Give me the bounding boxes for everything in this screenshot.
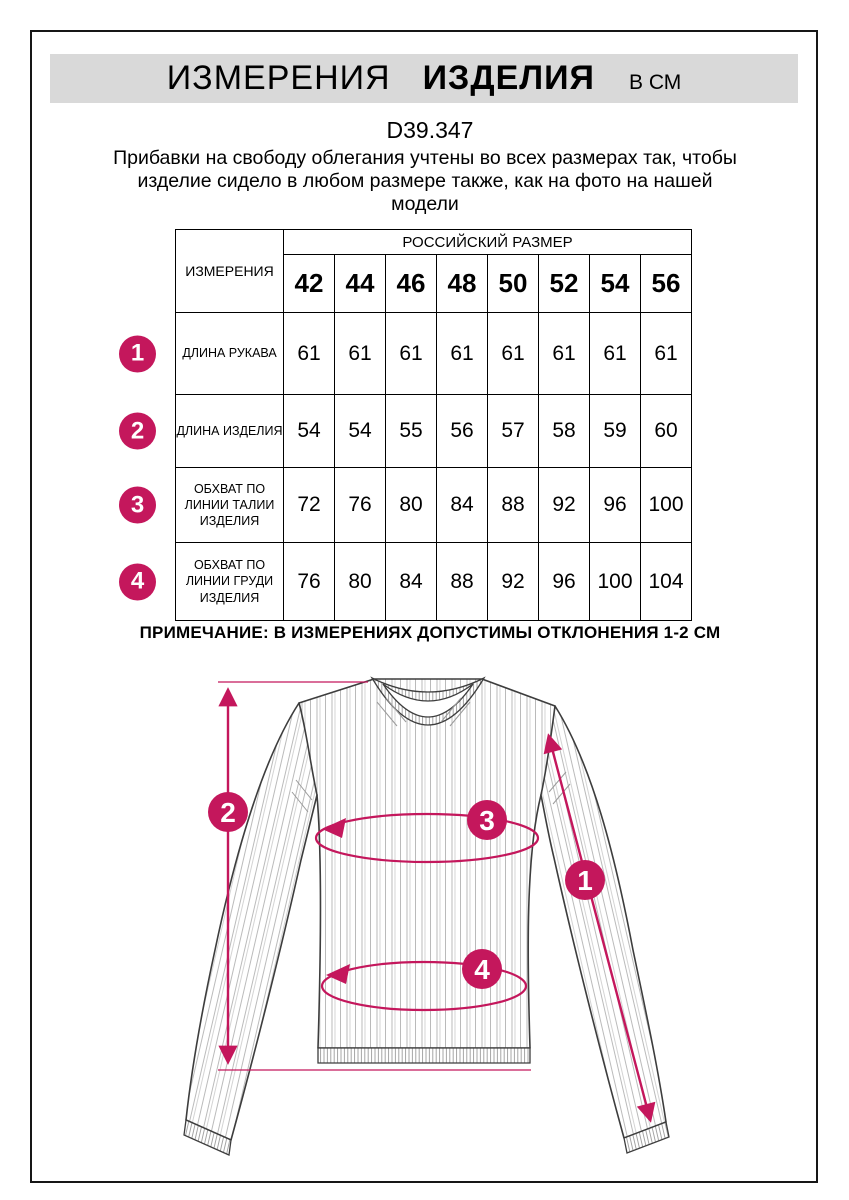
size-header-cell: 52 — [539, 255, 590, 313]
size-value-cell: 100 — [641, 468, 692, 543]
row-marker-4: 4 — [119, 563, 156, 600]
size-value-cell: 61 — [539, 313, 590, 395]
size-value-cell: 61 — [386, 313, 437, 395]
size-value-cell: 56 — [437, 395, 488, 468]
size-header-cell: 44 — [335, 255, 386, 313]
sleeve-length-arrow — [549, 737, 650, 1119]
diagram-marker-4-label: 4 — [474, 954, 490, 985]
size-value-cell: 61 — [590, 313, 641, 395]
size-value-cell: 88 — [488, 468, 539, 543]
size-header-cell: 46 — [386, 255, 437, 313]
size-value-cell: 61 — [488, 313, 539, 395]
page-title-emphasis: ИЗДЕЛИЯ — [422, 59, 595, 97]
size-value-cell: 54 — [335, 395, 386, 468]
size-header-cell: 42 — [284, 255, 335, 313]
size-value-cell: 72 — [284, 468, 335, 543]
size-value-cell: 61 — [335, 313, 386, 395]
diagram-marker-1 — [565, 860, 605, 900]
size-value-cell: 88 — [437, 543, 488, 621]
diagram-marker-4 — [462, 949, 502, 989]
measurements-header-cell: ИЗМЕРЕНИЯ — [176, 230, 284, 313]
measurement-label: ОБХВАТ ПО ЛИНИИ ГРУДИ ИЗДЕЛИЯ — [185, 558, 274, 605]
size-value-cell: 96 — [590, 468, 641, 543]
diagram-marker-3-label: 3 — [479, 805, 495, 836]
row-marker-1: 1 — [119, 335, 156, 372]
table-row — [176, 230, 692, 255]
page-title: ИЗМЕРЕНИЯ — [166, 59, 391, 97]
diagram-marker-2-label: 2 — [220, 797, 236, 828]
fit-description-line: Прибавки на свободу облегания учтены во всех размерах так, чтобы — [113, 147, 737, 169]
fit-description — [95, 147, 755, 216]
left-sleeve — [186, 703, 317, 1140]
size-value-cell: 80 — [335, 543, 386, 621]
right-sleeve — [541, 706, 666, 1138]
size-value-cell: 61 — [284, 313, 335, 395]
measurement-label: ОБХВАТ ПО ЛИНИИ ТАЛИИ ИЗДЕЛИЯ — [184, 481, 275, 529]
measurement-label: ДЛИНА ИЗДЕЛИЯ — [176, 423, 283, 438]
title-bar — [50, 54, 798, 103]
measurement-label-cell — [130, 543, 284, 621]
fit-description-line: изделие сидело в любом размере также, как на фото на нашей — [137, 170, 713, 192]
table-row — [176, 313, 692, 395]
size-value-cell: 60 — [641, 395, 692, 468]
measurement-label-cell — [130, 395, 284, 468]
fit-description-line: модели — [391, 193, 459, 215]
size-value-cell: 59 — [590, 395, 641, 468]
product-code: D39.347 — [386, 117, 474, 143]
row-marker-2: 2 — [119, 413, 156, 450]
measurement-label-cell — [130, 468, 284, 543]
size-value-cell: 84 — [386, 543, 437, 621]
size-header-cell: 56 — [641, 255, 692, 313]
size-value-cell: 92 — [539, 468, 590, 543]
table-row — [176, 543, 692, 621]
size-header-cell: 50 — [488, 255, 539, 313]
row-marker-3: 3 — [119, 487, 156, 524]
table-row — [176, 395, 692, 468]
size-value-cell: 58 — [539, 395, 590, 468]
diagram-marker-1-label: 1 — [577, 865, 593, 896]
size-value-cell: 104 — [641, 543, 692, 621]
torso — [299, 679, 555, 1048]
diagram-marker-3 — [467, 800, 507, 840]
size-header-cell: 54 — [590, 255, 641, 313]
diagram-marker-2 — [208, 792, 248, 832]
measurement-label-cell — [130, 313, 284, 395]
units-label: В СМ — [628, 71, 682, 94]
table-row — [176, 468, 692, 543]
size-header-cell: 48 — [437, 255, 488, 313]
size-value-cell: 80 — [386, 468, 437, 543]
size-group-header-cell: РОССИЙСКИЙ РАЗМЕР — [284, 230, 692, 255]
measurement-label: ДЛИНА РУКАВА — [182, 346, 277, 361]
size-value-cell: 92 — [488, 543, 539, 621]
size-value-cell: 57 — [488, 395, 539, 468]
size-value-cell: 84 — [437, 468, 488, 543]
size-value-cell: 76 — [284, 543, 335, 621]
size-value-cell: 96 — [539, 543, 590, 621]
size-value-cell: 55 — [386, 395, 437, 468]
tolerance-note: ПРИМЕЧАНИЕ: В ИЗМЕРЕНИЯХ ДОПУСТИМЫ ОТКЛОНЕНИЯ 1-2 СМ — [139, 623, 721, 642]
size-table — [130, 229, 692, 621]
hem-band — [318, 1048, 530, 1063]
size-value-cell: 61 — [437, 313, 488, 395]
size-value-cell: 100 — [590, 543, 641, 621]
size-value-cell: 54 — [284, 395, 335, 468]
size-value-cell: 76 — [335, 468, 386, 543]
size-value-cell: 61 — [641, 313, 692, 395]
